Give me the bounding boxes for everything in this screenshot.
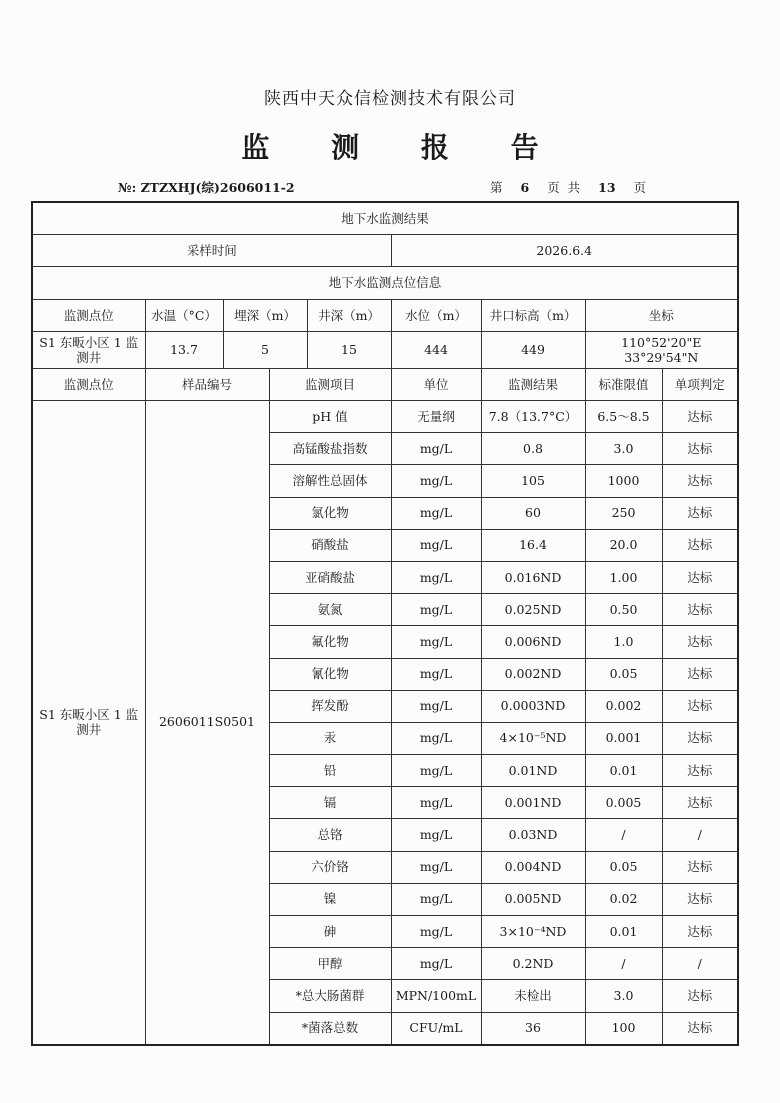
monitoring-item: 氟化物 — [269, 626, 391, 658]
judgement-cell: / — [662, 819, 738, 851]
result-header: 监测项目 — [269, 369, 391, 401]
point-header: 井深（m） — [307, 300, 391, 332]
limit-cell: 0.01 — [585, 916, 662, 948]
report-number-label: №: — [118, 180, 137, 195]
result-header: 标准限值 — [585, 369, 662, 401]
monitoring-item: 氨氮 — [269, 594, 391, 626]
coordinates — [585, 332, 738, 369]
result-cell: 60 — [481, 497, 585, 529]
unit-cell: 无量纲 — [391, 401, 481, 433]
point-header: 坐标 — [585, 300, 738, 332]
point-name: S1 东畈小区 1 监测井 — [32, 332, 145, 369]
limit-cell: 0.05 — [585, 851, 662, 883]
unit-cell: mg/L — [391, 948, 481, 980]
result-cell: 3×10⁻⁴ND — [481, 916, 585, 948]
monitoring-item: 挥发酚 — [269, 690, 391, 722]
limit-cell: 0.005 — [585, 787, 662, 819]
limit-cell: 0.50 — [585, 594, 662, 626]
report-number-value: ZTZXHJ(综)2606011-2 — [140, 180, 295, 195]
coordinate-north: 33°29'54"N — [624, 350, 699, 365]
monitoring-item: 镉 — [269, 787, 391, 819]
judgement-cell: 达标 — [662, 851, 738, 883]
judgement-cell: 达标 — [662, 722, 738, 754]
unit-cell: mg/L — [391, 819, 481, 851]
judgement-cell: 达标 — [662, 594, 738, 626]
judgement-cell: 达标 — [662, 787, 738, 819]
well-depth: 15 — [307, 332, 391, 369]
limit-cell: 1.00 — [585, 561, 662, 593]
result-cell: 36 — [481, 1012, 585, 1045]
result-header: 单项判定 — [662, 369, 738, 401]
limit-cell: 0.05 — [585, 658, 662, 690]
unit-cell: mg/L — [391, 755, 481, 787]
point-header: 水温（°C） — [145, 300, 223, 332]
report-title: 监 测 报 告 — [241, 131, 565, 164]
page-indicator — [490, 178, 646, 196]
unit-cell: MPN/100mL — [391, 980, 481, 1012]
result-cell: 0.001ND — [481, 787, 585, 819]
judgement-cell: 达标 — [662, 755, 738, 787]
monitoring-item: 砷 — [269, 916, 391, 948]
result-cell: 0.006ND — [481, 626, 585, 658]
result-cell: 0.004ND — [481, 851, 585, 883]
point-header: 水位（m） — [391, 300, 481, 332]
limit-cell: 0.002 — [585, 690, 662, 722]
unit-cell: mg/L — [391, 916, 481, 948]
unit-cell: mg/L — [391, 497, 481, 529]
judgement-cell: 达标 — [662, 1012, 738, 1045]
result-header: 单位 — [391, 369, 481, 401]
result-header: 样品编号 — [145, 369, 269, 401]
page-mid: 页 共 — [547, 180, 581, 195]
judgement-cell: 达标 — [662, 465, 738, 497]
page-prefix: 第 — [490, 180, 503, 195]
judgement-cell: / — [662, 948, 738, 980]
sampling-time-label: 采样时间 — [32, 235, 391, 267]
unit-cell: mg/L — [391, 787, 481, 819]
result-cell: 0.025ND — [481, 594, 585, 626]
point-info-title: 地下水监测点位信息 — [32, 267, 738, 300]
limit-cell: 20.0 — [585, 529, 662, 561]
result-cell: 0.8 — [481, 433, 585, 465]
result-cell: 0.2ND — [481, 948, 585, 980]
limit-cell: 0.001 — [585, 722, 662, 754]
unit-cell: mg/L — [391, 722, 481, 754]
result-point-name: S1 东畈小区 1 监测井 — [32, 401, 145, 1045]
monitoring-item: 氯化物 — [269, 497, 391, 529]
unit-cell: mg/L — [391, 690, 481, 722]
limit-cell: / — [585, 948, 662, 980]
monitoring-item: 总铬 — [269, 819, 391, 851]
limit-cell: 3.0 — [585, 433, 662, 465]
result-cell: 105 — [481, 465, 585, 497]
unit-cell: mg/L — [391, 529, 481, 561]
monitoring-item: 氰化物 — [269, 658, 391, 690]
judgement-cell: 达标 — [662, 529, 738, 561]
limit-cell: 0.02 — [585, 883, 662, 915]
report-number — [118, 178, 295, 196]
unit-cell: mg/L — [391, 626, 481, 658]
result-cell: 0.016ND — [481, 561, 585, 593]
water-level: 444 — [391, 332, 481, 369]
burial-depth: 5 — [223, 332, 307, 369]
judgement-cell: 达标 — [662, 626, 738, 658]
limit-cell: 1.0 — [585, 626, 662, 658]
limit-cell: 3.0 — [585, 980, 662, 1012]
result-cell: 16.4 — [481, 529, 585, 561]
point-header: 埋深（m） — [223, 300, 307, 332]
judgement-cell: 达标 — [662, 561, 738, 593]
judgement-cell: 达标 — [662, 980, 738, 1012]
point-header: 井口标高（m） — [481, 300, 585, 332]
judgement-cell: 达标 — [662, 658, 738, 690]
point-header: 监测点位 — [32, 300, 145, 332]
monitoring-table — [31, 201, 739, 1046]
page-current: 6 — [520, 180, 530, 195]
unit-cell: mg/L — [391, 433, 481, 465]
monitoring-item: 六价铬 — [269, 851, 391, 883]
judgement-cell: 达标 — [662, 883, 738, 915]
limit-cell: 0.01 — [585, 755, 662, 787]
water-temp: 13.7 — [145, 332, 223, 369]
judgement-cell: 达标 — [662, 433, 738, 465]
limit-cell: 1000 — [585, 465, 662, 497]
monitoring-item: 硝酸盐 — [269, 529, 391, 561]
page-suffix: 页 — [633, 180, 647, 195]
unit-cell: mg/L — [391, 658, 481, 690]
monitoring-item: 溶解性总固体 — [269, 465, 391, 497]
section-title: 地下水监测结果 — [32, 202, 738, 235]
judgement-cell: 达标 — [662, 497, 738, 529]
coordinate-east: 110°52'20"E — [621, 335, 702, 350]
result-cell: 4×10⁻⁵ND — [481, 722, 585, 754]
monitoring-item: 汞 — [269, 722, 391, 754]
page-total: 13 — [598, 180, 616, 195]
sampling-time-value: 2026.6.4 — [391, 235, 738, 267]
unit-cell: mg/L — [391, 561, 481, 593]
result-cell: 0.005ND — [481, 883, 585, 915]
table-row — [32, 401, 738, 433]
unit-cell: mg/L — [391, 594, 481, 626]
result-cell: 0.03ND — [481, 819, 585, 851]
limit-cell: / — [585, 819, 662, 851]
monitoring-item: *菌落总数 — [269, 1012, 391, 1045]
result-header: 监测点位 — [32, 369, 145, 401]
result-cell: 0.0003ND — [481, 690, 585, 722]
sample-id: 2606011S0501 — [145, 401, 269, 1045]
limit-cell: 6.5～8.5 — [585, 401, 662, 433]
result-cell: 未检出 — [481, 980, 585, 1012]
monitoring-item: 甲醇 — [269, 948, 391, 980]
monitoring-item: 亚硝酸盐 — [269, 561, 391, 593]
monitoring-item: *总大肠菌群 — [269, 980, 391, 1012]
limit-cell: 100 — [585, 1012, 662, 1045]
wellhead-elevation: 449 — [481, 332, 585, 369]
unit-cell: mg/L — [391, 465, 481, 497]
result-cell: 0.01ND — [481, 755, 585, 787]
judgement-cell: 达标 — [662, 916, 738, 948]
result-header: 监测结果 — [481, 369, 585, 401]
company-name: 陕西中天众信检测技术有限公司 — [264, 89, 516, 109]
monitoring-item: 铅 — [269, 755, 391, 787]
judgement-cell: 达标 — [662, 401, 738, 433]
unit-cell: CFU/mL — [391, 1012, 481, 1045]
monitoring-item: 镍 — [269, 883, 391, 915]
unit-cell: mg/L — [391, 883, 481, 915]
monitoring-item: pH 值 — [269, 401, 391, 433]
monitoring-item: 高锰酸盐指数 — [269, 433, 391, 465]
limit-cell: 250 — [585, 497, 662, 529]
result-cell: 7.8（13.7°C） — [481, 401, 585, 433]
unit-cell: mg/L — [391, 851, 481, 883]
judgement-cell: 达标 — [662, 690, 738, 722]
result-cell: 0.002ND — [481, 658, 585, 690]
